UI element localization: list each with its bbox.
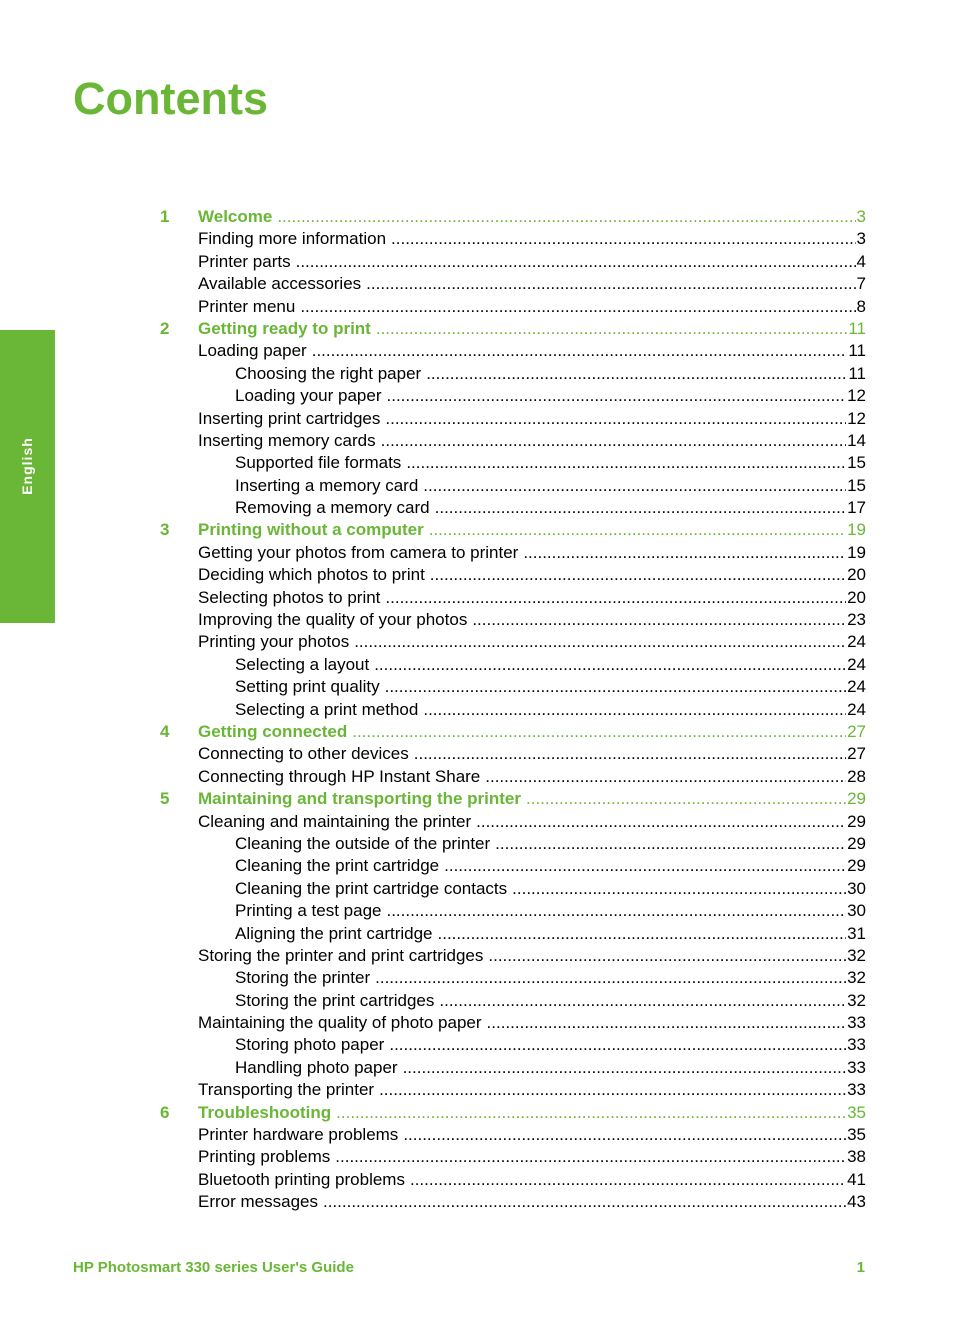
toc-dot-leader xyxy=(376,318,848,340)
toc-chapter-entry[interactable] xyxy=(160,318,866,340)
toc-entry[interactable] xyxy=(160,363,866,385)
toc-dot-leader xyxy=(472,609,846,631)
toc-page-number: 30 xyxy=(847,878,866,898)
toc-entry-title: Storing the printer xyxy=(235,968,371,988)
toc-dot-leader xyxy=(476,811,846,833)
toc-entry-title: Maintaining the quality of photo paper xyxy=(198,1013,482,1033)
toc-page-number: 33 xyxy=(847,1013,866,1033)
toc-dot-leader xyxy=(387,385,847,407)
toc-dot-leader xyxy=(277,206,855,228)
toc-entry[interactable] xyxy=(160,1191,866,1213)
toc-entry[interactable] xyxy=(160,497,866,519)
toc-chapter-number: 6 xyxy=(160,1102,170,1122)
toc-dot-leader xyxy=(414,743,846,765)
toc-entry[interactable] xyxy=(160,855,866,877)
toc-dot-leader xyxy=(512,878,846,900)
toc-entry-title: Connecting through HP Instant Share xyxy=(198,766,481,786)
toc-chapter-number: 2 xyxy=(160,318,170,338)
toc-page-number: 31 xyxy=(847,923,866,943)
toc-dot-leader xyxy=(523,542,846,564)
toc-dot-leader xyxy=(381,430,846,452)
toc-page-number: 28 xyxy=(847,766,866,786)
toc-page-number: 32 xyxy=(847,990,866,1010)
toc-chapter-number: 5 xyxy=(160,789,170,809)
toc-entry[interactable] xyxy=(160,654,866,676)
toc-entry-title: Setting print quality xyxy=(235,677,380,697)
toc-page-number: 27 xyxy=(847,744,866,764)
toc-page-number: 19 xyxy=(847,542,866,562)
toc-dot-leader xyxy=(423,699,846,721)
toc-entry[interactable] xyxy=(160,833,866,855)
toc-entry[interactable] xyxy=(160,385,866,407)
toc-page-number: 12 xyxy=(847,408,866,428)
toc-entry-title: Cleaning the outside of the printer xyxy=(235,833,491,853)
toc-chapter-entry[interactable] xyxy=(160,519,866,541)
toc-entry-title: Handling photo paper xyxy=(235,1057,398,1077)
toc-entry-title: Welcome xyxy=(198,207,273,226)
toc-page-number: 8 xyxy=(856,296,866,316)
toc-dot-leader xyxy=(386,900,846,922)
toc-dot-leader xyxy=(403,1124,846,1146)
toc-entry[interactable] xyxy=(160,990,866,1012)
footer-page-number: 1 xyxy=(856,1259,865,1276)
toc-entry-title: Selecting photos to print xyxy=(198,587,381,607)
toc-page-number: 15 xyxy=(847,475,866,495)
toc-entry-title: Bluetooth printing problems xyxy=(198,1169,405,1189)
toc-entry[interactable] xyxy=(160,228,866,250)
toc-page-number: 43 xyxy=(847,1192,866,1212)
toc-entry-title: Selecting a layout xyxy=(235,654,370,674)
toc-entry[interactable] xyxy=(160,1034,866,1056)
toc-chapter-number: 3 xyxy=(160,520,170,540)
toc-dot-leader xyxy=(385,587,846,609)
toc-entry-title: Transporting the printer xyxy=(198,1080,375,1100)
toc-page-number: 24 xyxy=(847,677,866,697)
toc-entry-title: Inserting a memory card xyxy=(235,475,419,495)
toc-page-number: 3 xyxy=(856,207,866,226)
toc-entry-title: Getting connected xyxy=(198,721,348,741)
toc-entry-title: Finding more information xyxy=(198,229,387,249)
toc-entry-title: Error messages xyxy=(198,1192,318,1212)
toc-entry-title: Printer parts xyxy=(198,251,291,271)
toc-entry[interactable] xyxy=(160,1146,866,1168)
toc-page-number: 23 xyxy=(847,610,866,630)
toc-entry[interactable] xyxy=(160,1169,866,1191)
toc-entry-title: Improving the quality of your photos xyxy=(198,610,468,630)
toc-dot-leader xyxy=(435,497,846,519)
toc-entry-title: Printer hardware problems xyxy=(198,1125,399,1145)
toc-dot-leader xyxy=(296,251,856,273)
toc-entry-title: Printing problems xyxy=(198,1147,331,1167)
toc-dot-leader xyxy=(526,788,846,810)
toc-entry-title: Storing the printer and print cartridges xyxy=(198,945,484,965)
toc-entry[interactable] xyxy=(160,273,866,295)
toc-entry-title: Cleaning the print cartridge contacts xyxy=(235,878,508,898)
toc-entry[interactable] xyxy=(160,1079,866,1101)
toc-entry-title: Troubleshooting xyxy=(198,1102,332,1122)
toc-entry-title: Aligning the print cartridge xyxy=(235,923,433,943)
toc-page-number: 14 xyxy=(847,430,866,450)
toc-entry[interactable] xyxy=(160,945,866,967)
toc-entry-title: Available accessories xyxy=(198,274,362,294)
page-title: Contents xyxy=(73,73,268,124)
toc-dot-leader xyxy=(379,1079,846,1101)
toc-page-number: 27 xyxy=(847,721,866,741)
toc-page-number: 4 xyxy=(856,251,866,271)
toc-chapter-number: 1 xyxy=(160,207,170,226)
toc-page-number: 24 xyxy=(847,654,866,674)
toc-entry-title: Getting your photos from camera to printer xyxy=(198,542,519,562)
toc-dot-leader xyxy=(323,1191,846,1213)
toc-page-number: 3 xyxy=(856,229,866,249)
toc-dot-leader xyxy=(366,273,855,295)
toc-chapter-entry[interactable] xyxy=(160,721,866,743)
toc-page-number: 12 xyxy=(847,386,866,406)
toc-entry[interactable] xyxy=(160,1012,866,1034)
toc-entry-title: Getting ready to print xyxy=(198,318,371,338)
toc-entry-title: Connecting to other devices xyxy=(198,744,409,764)
toc-dot-leader xyxy=(374,654,846,676)
toc-dot-leader xyxy=(429,519,846,541)
toc-dot-leader xyxy=(444,855,846,877)
toc-entry[interactable] xyxy=(160,452,866,474)
toc-dot-leader xyxy=(438,923,847,945)
toc-entry-title: Loading paper xyxy=(198,341,307,361)
toc-dot-leader xyxy=(403,1057,847,1079)
toc-entry[interactable] xyxy=(160,743,866,765)
toc-entry[interactable] xyxy=(160,1124,866,1146)
toc-page-number: 33 xyxy=(847,1080,866,1100)
toc-entry[interactable] xyxy=(160,811,866,833)
toc-dot-leader xyxy=(375,967,846,989)
toc-dot-leader xyxy=(406,452,846,474)
toc-entry[interactable] xyxy=(160,587,866,609)
toc-page-number: 20 xyxy=(847,565,866,585)
toc-chapter-entry[interactable] xyxy=(160,788,866,810)
toc-dot-leader xyxy=(352,721,846,743)
toc-entry-title: Storing photo paper xyxy=(235,1035,385,1055)
toc-dot-leader xyxy=(495,833,846,855)
toc-entry-title: Printing your photos xyxy=(198,632,350,652)
toc-entry[interactable] xyxy=(160,609,866,631)
toc-entry-title: Printer menu xyxy=(198,296,296,316)
toc-dot-leader xyxy=(410,1169,846,1191)
toc-dot-leader xyxy=(385,676,846,698)
toc-entry[interactable] xyxy=(160,430,866,452)
toc-entry-title: Maintaining and transporting the printer xyxy=(198,789,521,809)
toc-entry-title: Printing a test page xyxy=(235,901,382,921)
toc-page-number: 11 xyxy=(848,318,866,338)
toc-chapter-number: 4 xyxy=(160,721,170,741)
toc-page-number: 17 xyxy=(847,498,866,518)
toc-entry[interactable] xyxy=(160,923,866,945)
toc-entry-title: Deciding which photos to print xyxy=(198,565,425,585)
toc-entry[interactable] xyxy=(160,699,866,721)
toc-dot-leader xyxy=(487,1012,847,1034)
toc-entry[interactable] xyxy=(160,340,866,362)
toc-page-number: 33 xyxy=(847,1035,866,1055)
toc-entry[interactable] xyxy=(160,564,866,586)
toc-entry[interactable] xyxy=(160,475,866,497)
toc-page-number: 24 xyxy=(847,632,866,652)
toc-page-number: 30 xyxy=(847,901,866,921)
toc-entry-title: Removing a memory card xyxy=(235,498,430,518)
toc-entry-title: Choosing the right paper xyxy=(235,363,422,383)
toc-dot-leader xyxy=(391,228,856,250)
toc-page-number: 29 xyxy=(847,833,866,853)
toc-page-number: 11 xyxy=(848,363,866,383)
toc-page-number: 35 xyxy=(847,1102,866,1122)
toc-entry[interactable] xyxy=(160,967,866,989)
toc-dot-leader xyxy=(488,945,846,967)
toc-page-number: 7 xyxy=(856,274,866,294)
toc-entry-title: Inserting print cartridges xyxy=(198,408,381,428)
toc-entry-title: Selecting a print method xyxy=(235,699,419,719)
toc-entry[interactable] xyxy=(160,408,866,430)
toc-entry-title: Printing without a computer xyxy=(198,520,424,540)
toc-dot-leader xyxy=(335,1146,846,1168)
toc-entry-title: Storing the print cartridges xyxy=(235,990,435,1010)
toc-page-number: 33 xyxy=(847,1057,866,1077)
toc-entry[interactable] xyxy=(160,878,866,900)
toc-entry[interactable] xyxy=(160,1057,866,1079)
toc-entry[interactable] xyxy=(160,251,866,273)
toc-entry[interactable] xyxy=(160,296,866,318)
toc-dot-leader xyxy=(300,296,855,318)
toc-dot-leader xyxy=(439,990,846,1012)
toc-dot-leader xyxy=(430,564,846,586)
toc-page-number: 11 xyxy=(848,341,866,361)
toc-entry-title: Cleaning the print cartridge xyxy=(235,856,440,876)
toc-entry[interactable] xyxy=(160,631,866,653)
toc-entry[interactable] xyxy=(160,676,866,698)
toc-dot-leader xyxy=(485,766,846,788)
toc-page-number: 20 xyxy=(847,587,866,607)
toc-dot-leader xyxy=(385,408,846,430)
toc-page-number: 32 xyxy=(847,945,866,965)
toc-entry-title: Cleaning and maintaining the printer xyxy=(198,811,472,831)
toc-dot-leader xyxy=(336,1102,846,1124)
toc-entry[interactable] xyxy=(160,766,866,788)
toc-page-number: 41 xyxy=(847,1169,866,1189)
toc-page-number: 32 xyxy=(847,968,866,988)
toc-dot-leader xyxy=(426,363,847,385)
toc-chapter-entry[interactable] xyxy=(160,206,866,228)
toc-page-number: 38 xyxy=(847,1147,866,1167)
toc-page-number: 15 xyxy=(847,453,866,473)
toc-page-number: 29 xyxy=(847,789,866,809)
table-of-contents xyxy=(160,206,866,1214)
language-tab-label: English xyxy=(19,437,35,495)
toc-dot-leader xyxy=(423,475,846,497)
toc-entry-title: Inserting memory cards xyxy=(198,430,376,450)
toc-page-number: 35 xyxy=(847,1125,866,1145)
toc-page-number: 29 xyxy=(847,856,866,876)
toc-chapter-entry[interactable] xyxy=(160,1102,866,1124)
toc-entry[interactable] xyxy=(160,542,866,564)
toc-entry[interactable] xyxy=(160,900,866,922)
toc-entry-title: Loading your paper xyxy=(235,386,382,406)
toc-page-number: 24 xyxy=(847,699,866,719)
toc-dot-leader xyxy=(354,631,846,653)
footer-guide-title: HP Photosmart 330 series User's Guide xyxy=(73,1259,354,1276)
toc-entry-title: Supported file formats xyxy=(235,453,402,473)
toc-page-number: 29 xyxy=(847,811,866,831)
toc-page-number: 19 xyxy=(847,520,866,540)
toc-dot-leader xyxy=(389,1034,846,1056)
toc-dot-leader xyxy=(312,340,848,362)
